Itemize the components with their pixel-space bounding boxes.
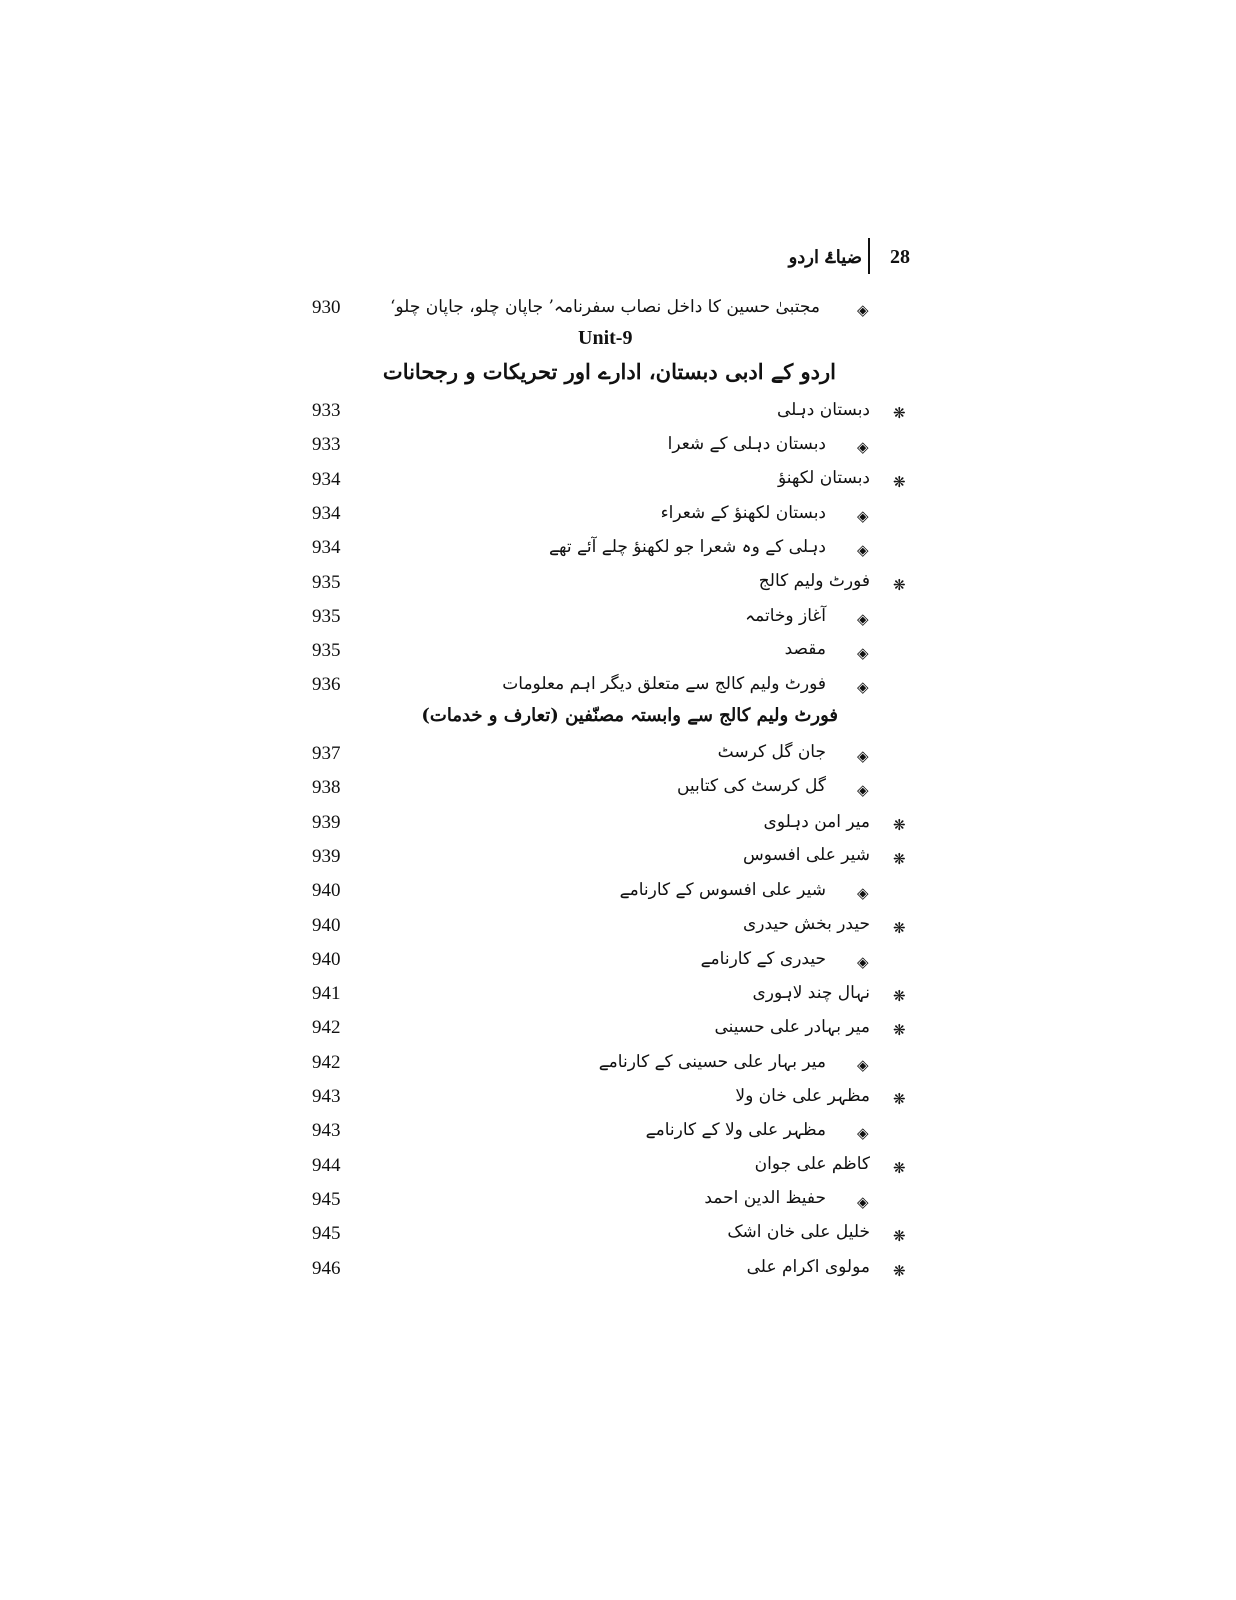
toc-text: مولوی اکرام علی xyxy=(746,1256,870,1277)
toc-row xyxy=(0,429,1236,463)
toc-row xyxy=(0,1081,1236,1115)
toc-page: 943 xyxy=(312,1120,341,1142)
toc-row xyxy=(0,978,1236,1012)
toc-text: فورٹ ولیم کالج xyxy=(758,570,870,591)
toc-text: دہلی کے وہ شعرا جو لکھنؤ چلے آئے تھے xyxy=(549,537,826,558)
star-bullet-icon: ❋ xyxy=(893,472,906,491)
book-title: ضیاۓ اردو xyxy=(788,247,862,268)
toc-row xyxy=(0,910,1236,944)
toc-page: 935 xyxy=(312,605,341,627)
toc-page: 941 xyxy=(312,983,341,1005)
star-bullet-icon: ❋ xyxy=(893,849,906,868)
toc-text: خلیل علی خان اشک xyxy=(727,1222,870,1243)
toc-row xyxy=(0,1115,1236,1149)
toc-text: دبستان لکھنؤ xyxy=(778,467,870,488)
toc-page: 935 xyxy=(312,571,341,593)
toc-text: آغاز وخاتمہ xyxy=(745,605,826,626)
toc-row xyxy=(0,669,1236,703)
star-bullet-icon: ❋ xyxy=(893,1158,906,1177)
toc-row xyxy=(0,567,1236,601)
header-divider xyxy=(868,238,870,274)
toc-text: نہال چند لاہوری xyxy=(752,983,870,1004)
toc-row xyxy=(0,532,1236,566)
toc-page: 946 xyxy=(312,1257,341,1279)
star-bullet-icon: ❋ xyxy=(893,1090,906,1108)
toc-page: 940 xyxy=(312,914,341,936)
diamond-bullet-icon: ◈ xyxy=(857,747,869,765)
diamond-bullet-icon: ◈ xyxy=(857,1124,869,1143)
diamond-bullet-icon: ◈ xyxy=(857,884,869,903)
toc-page: 944 xyxy=(312,1154,341,1176)
toc-page: 943 xyxy=(312,1086,341,1107)
diamond-bullet-icon: ◈ xyxy=(857,438,869,457)
section-heading: اردو کے ادبی دبستان، ادارے اور تحریکات و رجحانات xyxy=(382,359,836,384)
toc-page: 930 xyxy=(312,297,341,318)
page-number: 28 xyxy=(890,246,910,268)
toc-text: دبستان دہلی کے شعرا xyxy=(667,434,826,455)
toc-page: 935 xyxy=(312,640,341,662)
toc-text: دبستان دہلی xyxy=(777,400,870,420)
toc-page: 945 xyxy=(312,1223,341,1245)
star-bullet-icon: ❋ xyxy=(893,404,906,422)
toc-row xyxy=(0,772,1236,806)
toc-text: مقصد xyxy=(784,639,826,660)
toc-row xyxy=(0,498,1236,532)
toc-text: میر بہار علی حسینی کے کارنامے xyxy=(598,1051,826,1072)
toc-row xyxy=(0,944,1236,978)
diamond-bullet-icon: ◈ xyxy=(857,1055,869,1074)
toc-page: 939 xyxy=(312,811,341,833)
toc-page: 945 xyxy=(312,1188,341,1210)
toc-text: شیر علی افسوس xyxy=(742,844,870,865)
toc-page: 939 xyxy=(312,845,341,867)
toc-row xyxy=(0,635,1236,669)
toc-text: گل کرسٹ کی کتابیں xyxy=(676,776,826,797)
section-subheading: فورٹ ولیم کالج سے وابستہ مصنّفین (تعارف و خدمات) xyxy=(421,705,838,726)
diamond-bullet-icon: ◈ xyxy=(857,952,869,971)
star-bullet-icon: ❋ xyxy=(893,575,906,594)
toc-row xyxy=(0,1184,1236,1218)
toc-text: مظہر علی ولا کے کارنامے xyxy=(645,1120,826,1141)
toc-row xyxy=(0,395,1236,429)
toc-page: 934 xyxy=(312,502,341,524)
unit-label: Unit-9 xyxy=(578,327,633,349)
toc-row-top xyxy=(0,292,1236,326)
toc-row xyxy=(0,875,1236,909)
star-bullet-icon: ❋ xyxy=(893,987,906,1006)
toc-row xyxy=(0,1047,1236,1081)
toc-row xyxy=(0,1012,1236,1046)
toc-page: 933 xyxy=(312,400,341,421)
toc-text: حیدری کے کارنامے xyxy=(700,948,826,969)
toc-row xyxy=(0,1253,1236,1287)
diamond-bullet-icon: ◈ xyxy=(857,541,869,560)
toc-page: 938 xyxy=(312,777,341,799)
diamond-bullet-icon: ◈ xyxy=(857,644,869,663)
running-header xyxy=(780,238,920,278)
diamond-bullet-icon: ◈ xyxy=(857,678,869,697)
star-bullet-icon: ❋ xyxy=(893,918,906,937)
star-bullet-icon: ❋ xyxy=(893,1261,906,1280)
toc-row xyxy=(0,738,1236,772)
toc-page: 940 xyxy=(312,880,341,902)
toc-page: 936 xyxy=(312,674,341,696)
toc-page: 942 xyxy=(312,1051,341,1073)
diamond-bullet-icon: ◈ xyxy=(857,609,869,628)
toc-row xyxy=(0,1218,1236,1252)
toc-text: جان گل کرسٹ xyxy=(717,742,826,762)
toc-page: 934 xyxy=(312,537,341,559)
toc-text: مجتبیٰ حسین کا داخل نصاب سفرنامہ’ جاپان چلو، جاپان چلو‘ xyxy=(390,297,820,317)
toc-text: دبستان لکھنؤ کے شعراء xyxy=(660,502,826,523)
toc-text: شیر علی افسوس کے کارنامے xyxy=(619,880,826,901)
toc-row xyxy=(0,807,1236,841)
toc-row xyxy=(0,1150,1236,1184)
toc-page: 942 xyxy=(312,1017,341,1039)
toc-text: فورٹ ولیم کالج سے متعلق دیگر اہم معلومات xyxy=(502,674,826,695)
toc-text: کاظم علی جوان xyxy=(754,1153,870,1174)
toc-row xyxy=(0,464,1236,498)
toc-page: 940 xyxy=(312,948,341,970)
toc-text: حفیظ الدین احمد xyxy=(704,1187,826,1208)
star-bullet-icon: ❋ xyxy=(893,1021,906,1040)
toc-text: حیدر بخش حیدری xyxy=(742,913,870,934)
star-bullet-icon: ❋ xyxy=(893,815,906,834)
toc-text: مظہر علی خان ولا xyxy=(735,1086,870,1106)
toc-page: 937 xyxy=(312,743,341,764)
toc-text: میر بہادر علی حسینی xyxy=(714,1017,870,1038)
toc-row xyxy=(0,841,1236,875)
toc-page: 933 xyxy=(312,434,341,456)
diamond-bullet-icon: ◈ xyxy=(857,506,869,525)
diamond-bullet-icon: ◈ xyxy=(857,781,869,800)
toc-text: میر امن دہلوی xyxy=(763,811,870,832)
star-bullet-icon: ❋ xyxy=(893,1227,906,1246)
toc-row xyxy=(0,601,1236,635)
diamond-bullet-icon: ◈ xyxy=(857,301,869,319)
toc-page: 934 xyxy=(312,468,341,490)
diamond-bullet-icon: ◈ xyxy=(857,1192,869,1211)
